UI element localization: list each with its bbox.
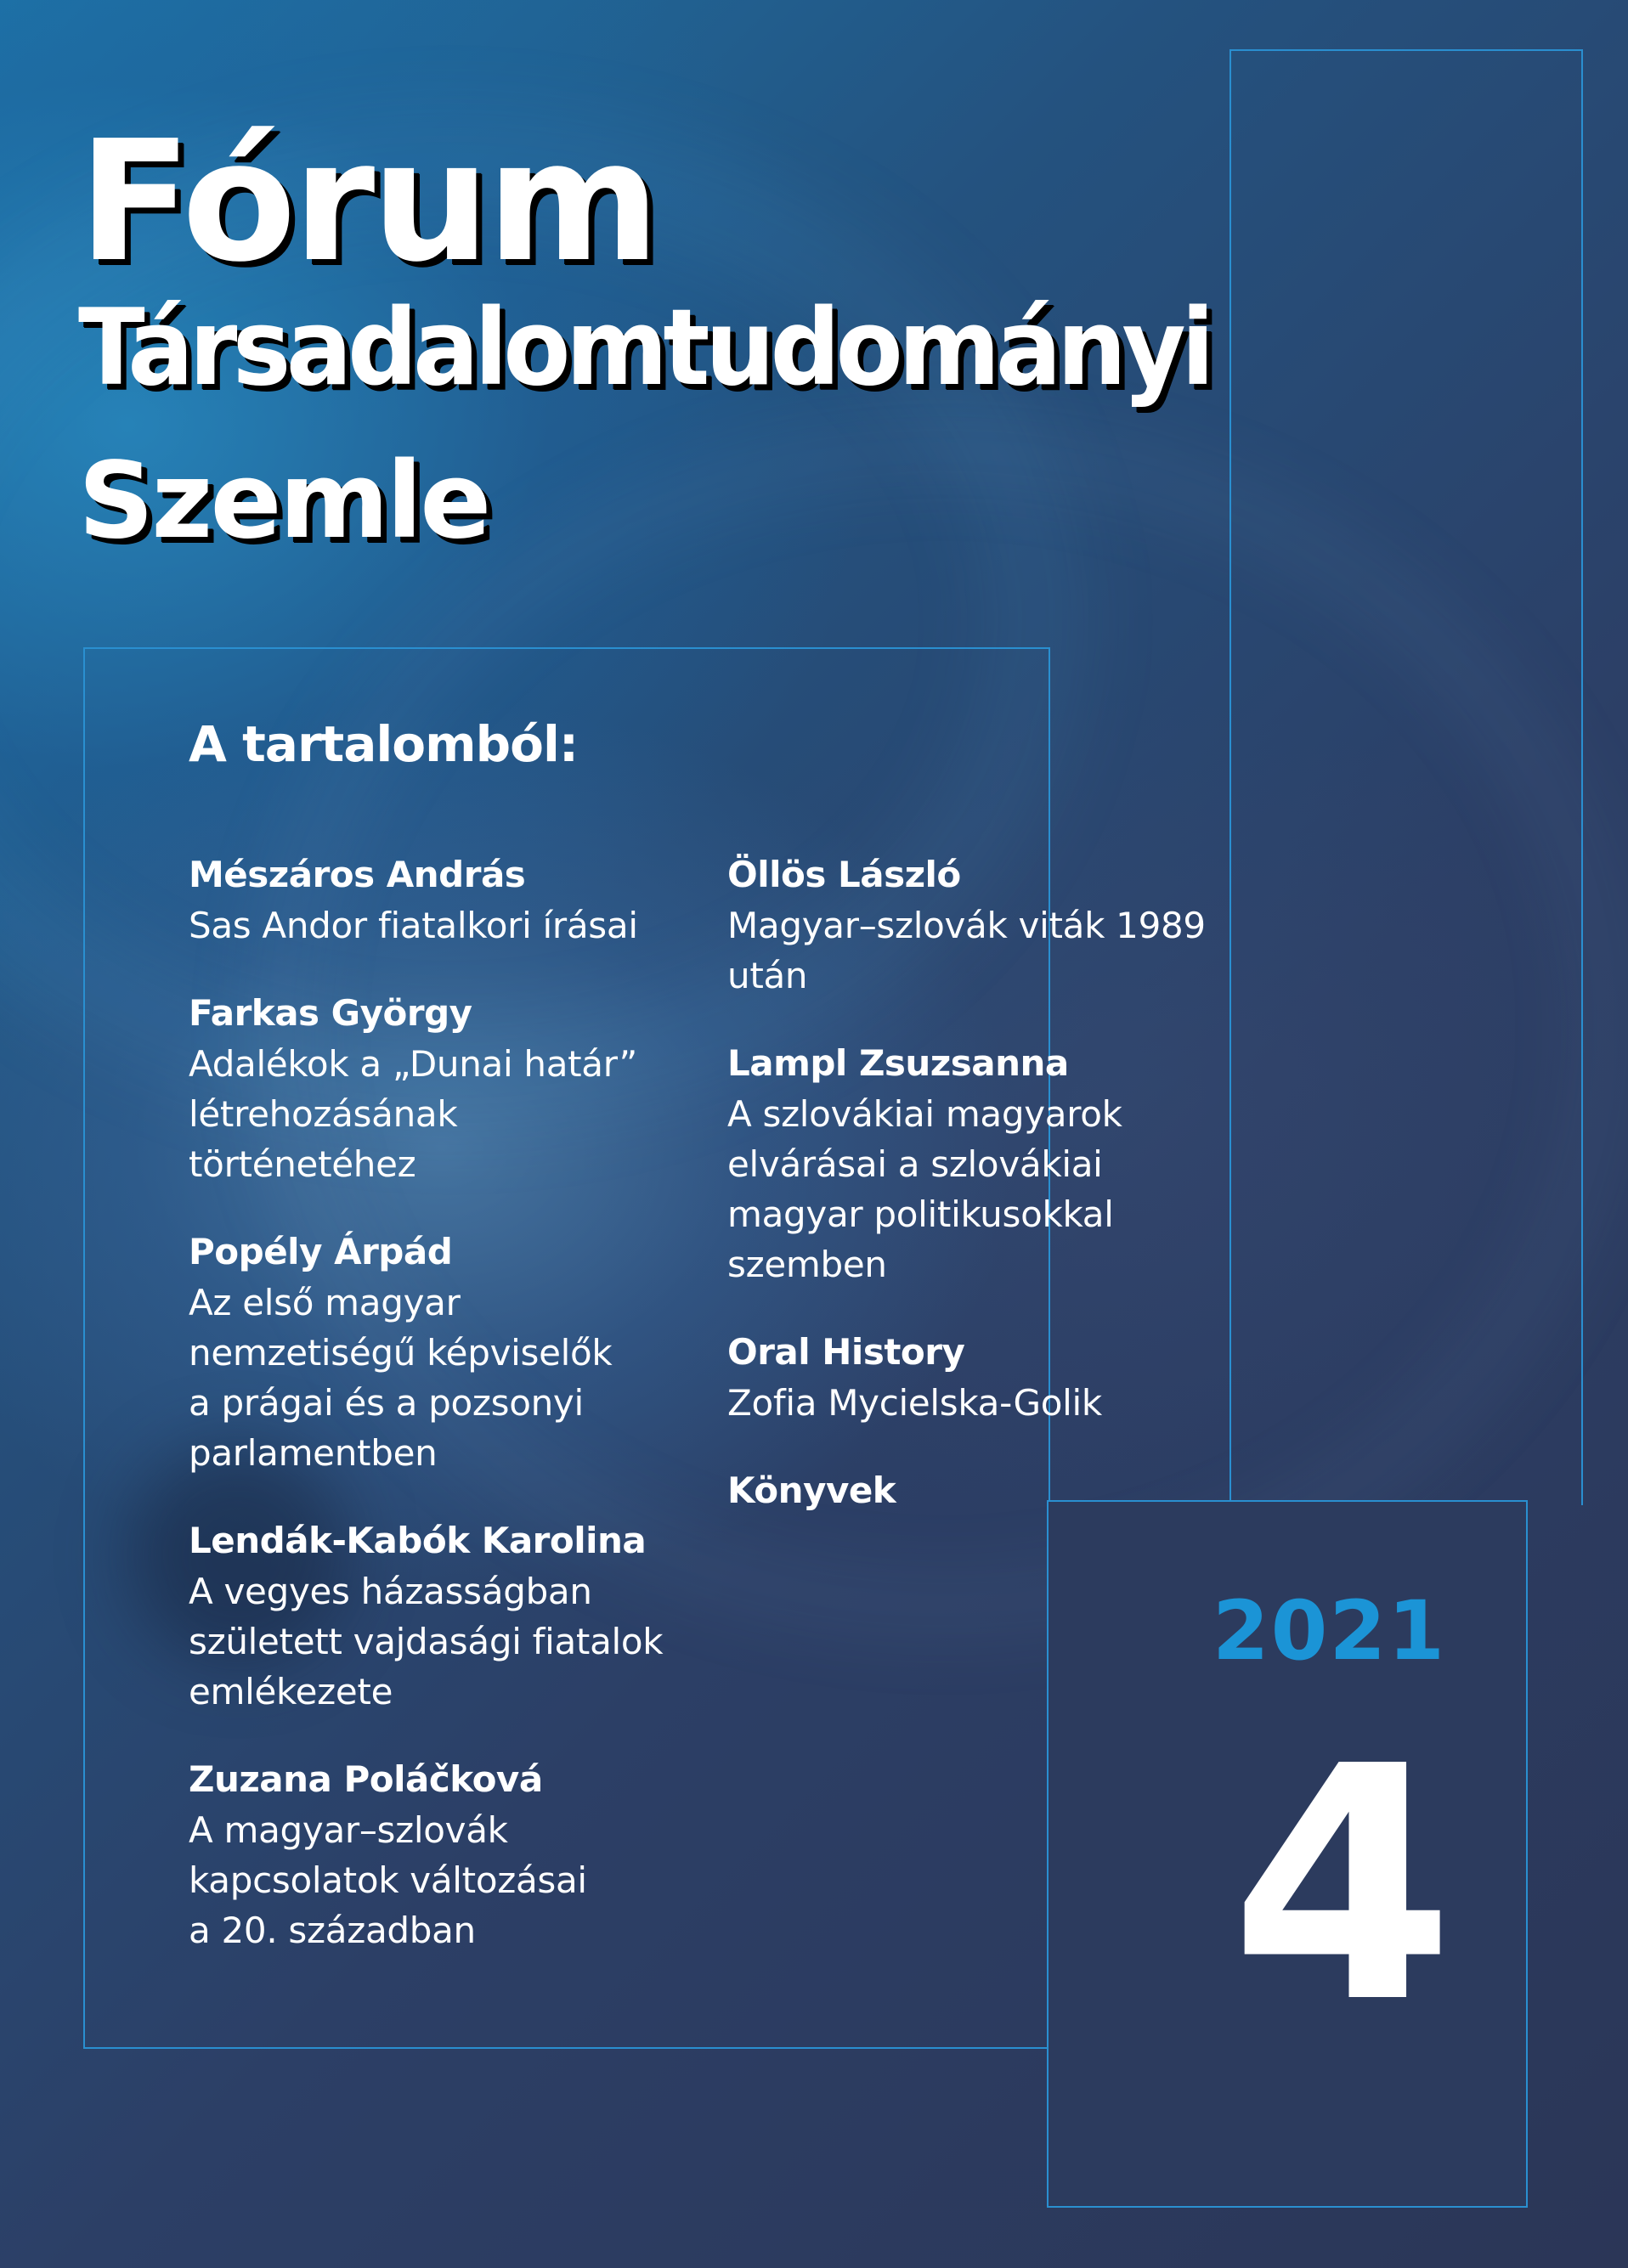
toc-article-line: kapcsolatok változásai (189, 1859, 587, 1901)
toc-article-title (727, 900, 1271, 1001)
journal-subtitle-line2: Szemle (78, 440, 489, 562)
toc-article-line: Adalékok a „Dunai határ” (189, 1043, 637, 1085)
toc-entry (189, 849, 732, 951)
toc-article-title (189, 1566, 732, 1717)
toc-entry (189, 988, 732, 1189)
toc-author: Könyvek (727, 1470, 896, 1511)
toc-author: Mészáros András (189, 854, 526, 895)
toc-article-line: Az első magyar (189, 1282, 461, 1323)
toc-column-left (189, 849, 732, 1993)
toc-article-title (727, 1089, 1271, 1289)
toc-article-line: a 20. században (189, 1910, 476, 1951)
frame-line-right (1229, 49, 1583, 1505)
toc-article-title (727, 1378, 1271, 1428)
toc-article-line: nemzetiségű képviselők (189, 1332, 613, 1374)
toc-entry (189, 1754, 732, 1955)
toc-article-line: A szlovákiai magyarok (727, 1093, 1122, 1135)
toc-author: Lendák-Kabók Karolina (189, 1520, 647, 1561)
toc-article-line: parlamentben (189, 1432, 438, 1474)
toc-article-line: magyar politikusokkal (727, 1193, 1114, 1235)
toc-entry (727, 1038, 1271, 1289)
toc-article-line: született vajdasági fiatalok (189, 1621, 664, 1662)
toc-article-line: után (727, 955, 808, 996)
toc-author: Öllös László (727, 854, 961, 895)
toc-article-line: A magyar–szlovák (189, 1809, 508, 1851)
toc-article-title (189, 1039, 732, 1189)
toc-article-line: létrehozásának (189, 1093, 458, 1135)
issue-number: 4 (1229, 1697, 1455, 2073)
toc-author: Zuzana Poláčková (189, 1758, 543, 1800)
toc-article-line: emlékezete (189, 1671, 393, 1712)
toc-author: Oral History (727, 1331, 965, 1373)
toc-author: Farkas György (189, 992, 472, 1034)
toc-article-line: A vegyes házasságban (189, 1571, 592, 1612)
toc-article-line: Zofia Mycielska-Golik (727, 1382, 1102, 1424)
journal-title: Fórum (78, 105, 658, 299)
toc-article-line: Sas Andor fiatalkori írásai (189, 905, 638, 946)
toc-entry (189, 1227, 732, 1478)
toc-entry (189, 1515, 732, 1717)
toc-article-line: történetéhez (189, 1143, 416, 1185)
toc-article-title (189, 1805, 732, 1955)
toc-article-line: szemben (727, 1244, 887, 1285)
journal-subtitle-line1: Társadalomtudományi (78, 287, 1210, 409)
issue-year: 2021 (1212, 1583, 1446, 1678)
toc-article-line: elvárásai a szlovákiai (727, 1143, 1103, 1185)
toc-entry (727, 1327, 1271, 1428)
toc-article-line: a prágai és a pozsonyi (189, 1382, 584, 1424)
toc-author: Popély Árpád (189, 1231, 453, 1272)
toc-article-title (189, 1278, 732, 1478)
toc-entry (727, 849, 1271, 1001)
toc-column-right (727, 849, 1271, 1554)
toc-article-title (189, 900, 732, 951)
toc-article-line: Magyar–szlovák viták 1989 (727, 905, 1206, 946)
toc-heading: A tartalomból: (189, 715, 579, 773)
toc-author: Lampl Zsuzsanna (727, 1042, 1069, 1084)
